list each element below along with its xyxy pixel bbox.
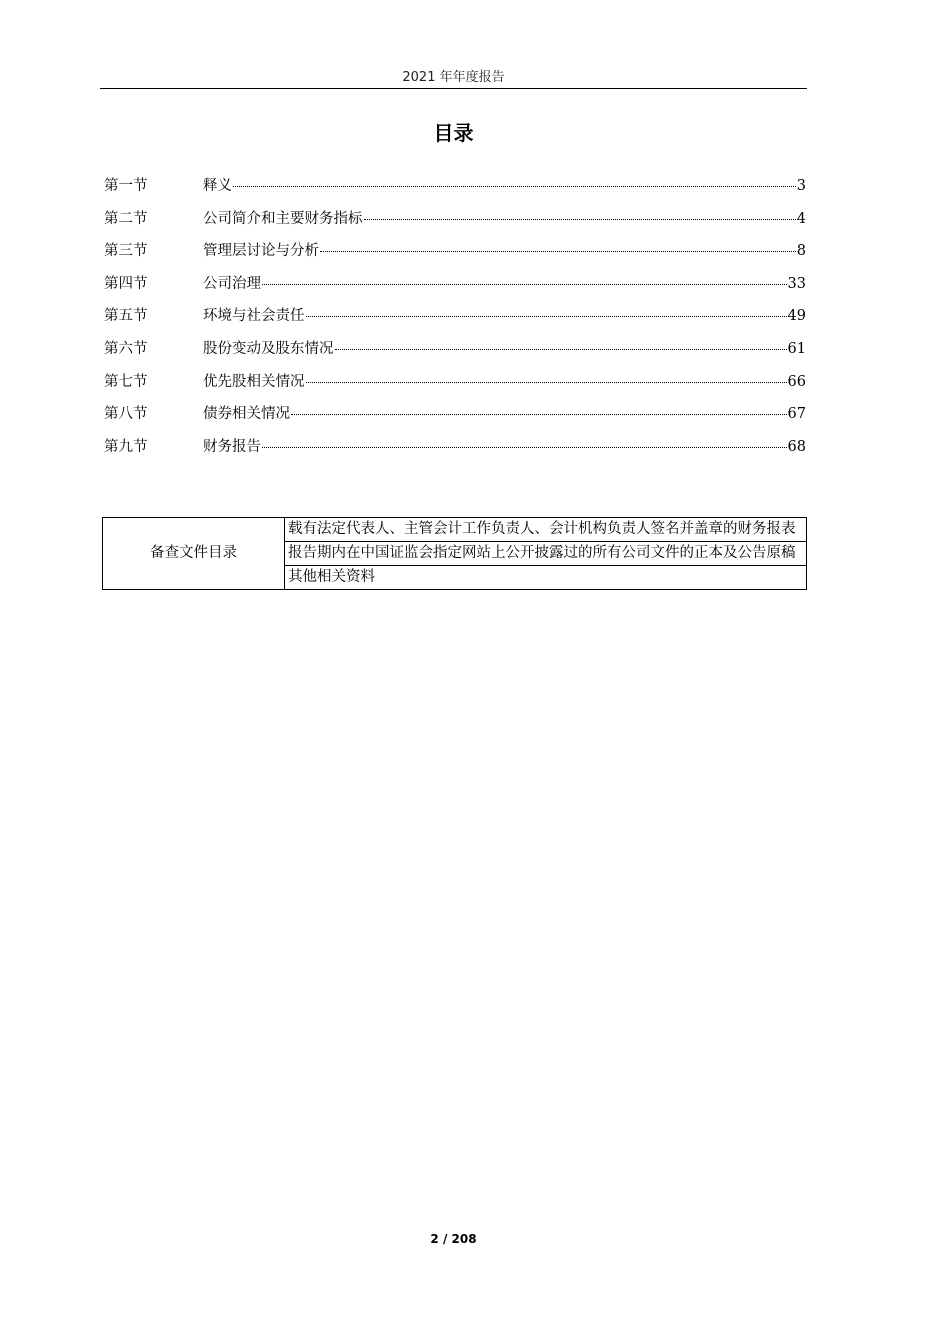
toc-entry-title: 环境与社会责任 bbox=[203, 308, 305, 325]
toc-entry[interactable] bbox=[104, 370, 806, 403]
reference-document-item: 其他相关资料 bbox=[285, 566, 807, 590]
toc-page-number: 66 bbox=[787, 373, 806, 390]
dot-leader bbox=[306, 316, 787, 317]
table-row bbox=[103, 518, 807, 542]
toc-entry[interactable] bbox=[104, 239, 806, 272]
page-header: 2021 年年度报告 bbox=[402, 70, 505, 85]
toc-page-number: 61 bbox=[787, 340, 806, 357]
toc-page-number: 49 bbox=[787, 308, 806, 325]
toc-entry-title: 公司简介和主要财务指标 bbox=[203, 210, 363, 227]
toc-section: 第一节 bbox=[104, 178, 148, 194]
dot-leader bbox=[262, 447, 787, 448]
toc-entry-title: 管理层讨论与分析 bbox=[203, 243, 319, 260]
toc-section: 第六节 bbox=[104, 340, 148, 357]
toc-entry[interactable] bbox=[104, 174, 806, 207]
reference-document-item: 载有法定代表人、主管会计工作负责人、会计机构负责人签名并盖章的财务报表 bbox=[285, 518, 807, 542]
toc-page-number: 4 bbox=[796, 210, 806, 227]
toc-section: 第五节 bbox=[104, 308, 148, 325]
toc-section: 第四节 bbox=[104, 275, 148, 292]
reference-documents-table bbox=[102, 517, 807, 590]
toc-entry[interactable] bbox=[104, 207, 806, 240]
reference-documents-label: 备查文件目录 bbox=[103, 518, 285, 590]
toc-page-number: 3 bbox=[796, 178, 806, 194]
header-rule bbox=[100, 88, 807, 89]
toc-section: 第九节 bbox=[104, 438, 148, 455]
toc-entry-title: 债券相关情况 bbox=[203, 406, 290, 423]
page-number-footer: 2 / 208 bbox=[430, 1232, 477, 1246]
toc-page-number: 8 bbox=[796, 243, 806, 260]
toc-page-number: 68 bbox=[787, 438, 806, 455]
toc-entry[interactable] bbox=[104, 337, 806, 370]
toc-entry[interactable] bbox=[104, 402, 806, 435]
toc-section: 第二节 bbox=[104, 210, 148, 227]
reference-document-item: 报告期内在中国证监会指定网站上公开披露过的所有公司文件的正本及公告原稿 bbox=[285, 542, 807, 566]
dot-leader bbox=[291, 414, 787, 415]
toc-page-number: 33 bbox=[787, 275, 806, 292]
dot-leader bbox=[262, 284, 787, 285]
dot-leader bbox=[364, 219, 796, 220]
toc-entry-title: 释义 bbox=[203, 178, 232, 194]
toc-page-number: 67 bbox=[787, 406, 806, 423]
dot-leader bbox=[320, 251, 796, 252]
toc-entry[interactable] bbox=[104, 435, 806, 468]
toc-entry[interactable] bbox=[104, 272, 806, 305]
dot-leader bbox=[335, 349, 787, 350]
toc-section: 第三节 bbox=[104, 243, 148, 260]
toc-entry[interactable] bbox=[104, 304, 806, 337]
dot-leader bbox=[306, 382, 787, 383]
toc-section: 第八节 bbox=[104, 406, 148, 423]
toc-entry-title: 股份变动及股东情况 bbox=[203, 340, 334, 357]
table-of-contents bbox=[104, 174, 806, 467]
toc-entry-title: 公司治理 bbox=[203, 275, 261, 292]
dot-leader bbox=[233, 186, 796, 187]
toc-section: 第七节 bbox=[104, 373, 148, 390]
toc-title: 目录 bbox=[433, 121, 474, 145]
toc-entry-title: 优先股相关情况 bbox=[203, 373, 305, 390]
toc-entry-title: 财务报告 bbox=[203, 438, 261, 455]
